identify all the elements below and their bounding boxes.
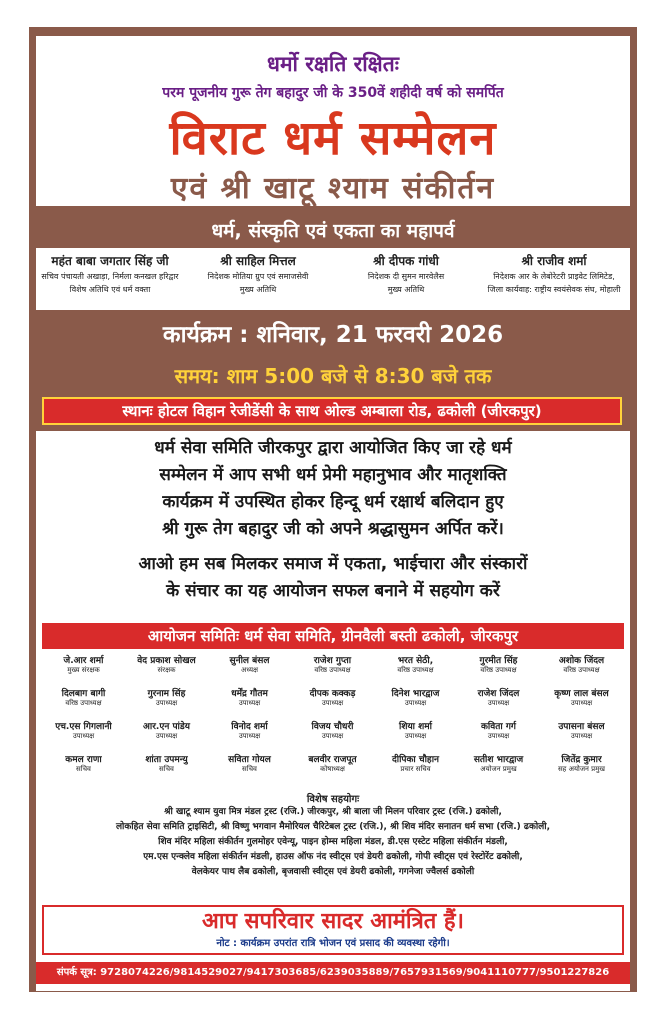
committee-member [208,653,291,675]
member-role: उपाध्यक्ष [570,732,593,740]
member-role: अध्यक्ष [240,666,259,674]
guest-line: मुख्य अतिथि [387,285,425,294]
member-name: सविता गोयल [228,755,271,765]
member-name: एच.एस गिगलानी [55,722,112,732]
guest-4 [480,252,628,295]
member-role: वरिष्ठ उपाध्यक्ष [480,666,517,674]
committee-member [125,653,208,675]
committee-member [457,719,540,741]
paragraph-line: धर्म सेवा समिति जीरकपुर द्वारा आयोजित किए जा रहे धर्म [154,438,512,458]
tagline: धर्म, संस्कृति एवं एकता का महापर्व [36,217,630,241]
member-name: धर्मेंद्र गौतम [231,689,268,699]
committee-member [374,686,457,708]
committee-member [125,719,208,741]
committee-member [208,752,291,774]
committee-member [208,719,291,741]
title-panel [36,36,630,206]
member-role: सचिव [242,765,257,773]
member-role: सह अयोजन प्रमुख [557,765,606,773]
member-role: मुख्य संरक्षक [67,666,100,674]
committee-member [374,752,457,774]
special-support-line: वेलकेयर पाथ लैब ढकोली, बृजवासी स्वीट्स एवं डेयरी ढकोली, गगनेजा ज्वैलर्स ढकोली [191,867,475,877]
member-name: अशोक जिंदल [558,656,605,666]
paragraph-line: कार्यक्रम में उपस्थित होकर हिन्दू धर्म रक्षार्थ बलिदान हुए [162,492,504,512]
member-role: उपाध्यक्ष [321,699,344,707]
special-support-line: लोकहित सेवा समिति ट्राइसिटी, श्री विष्णु भगवान मैमोरियल चैरिटेबल ट्रस्ट (रजि.), श्री शिव मंदिर सनातन धर्म सभा (रजि.) ढकोली, [115,822,551,832]
member-role: उपाध्यक्ष [155,732,178,740]
paragraph-line: श्री गुरू तेग बहादुर जी को अपने श्रद्धासुमन अर्पित करें। [162,519,504,539]
member-name: उपासना बंसल [558,722,605,732]
member-role: उपाध्यक्ष [238,732,261,740]
guest-line: विशेष अतिथि एवं धर्म वक्ता [69,285,151,294]
member-role: उपाध्यक्ष [570,699,593,707]
paragraph-line: सम्मेलन में आप सभी धर्म प्रेमी महानुभाव और मातृशक्ति [159,465,507,485]
committee-member [291,686,374,708]
member-role: उपाध्यक्ष [72,732,95,740]
member-role: वरिष्ठ उपाध्यक्ष [314,666,351,674]
member-role: सचिव [159,765,174,773]
committee-member [42,653,125,675]
committee-member [540,752,623,774]
member-role: अयोजन प्रमुख [480,765,517,773]
guest-1 [36,252,184,295]
committee-member [42,686,125,708]
committee-member [208,686,291,708]
member-name: विजय चौधरी [311,722,354,732]
guest-name: श्री साहिल मित्तल [220,254,296,268]
event-venue: स्थानः होटल विहान रेजीडेंसी के साथ ओल्ड अम्बाला रोड, ढकोली (जीरकपुर) [42,397,622,425]
committee-member [374,719,457,741]
committee-member [291,653,374,675]
member-role: वरिष्ठ उपाध्यक्ष [397,666,434,674]
committee-member [457,752,540,774]
member-role: सचिव [76,765,91,773]
member-name: राजेश गुप्ता [313,656,352,666]
member-name: कृष्ण लाल बंसल [554,689,609,699]
dedication: परम पूजनीय गुरू तेग बहादुर जी के 350वें शहीदी वर्ष को समर्पित [162,85,504,101]
committee-member [291,719,374,741]
member-name: जे.आर शर्मा [63,656,104,666]
member-role: उपाध्यक्ष [321,732,344,740]
member-name: दीपिका चौहान [391,755,440,765]
paragraph-line: के संचार का यह आयोजन सफल बनाने में सहयोग करें [166,581,500,601]
member-name: कमल राणा [65,755,102,765]
guest-2 [184,252,332,295]
invitation-box [42,905,624,955]
guest-line: निदेशक आर के लेबोरेटरी प्राइवेट लिमिटेड, [493,272,615,281]
member-name: दिलबाग बागी [61,689,106,699]
guest-name: महंत बाबा जगतार सिंह जी [51,254,169,268]
member-name: शिया शर्मा [399,722,432,732]
event-time: समय: शाम 5:00 बजे से 8:30 बजे तक [36,362,630,390]
member-name: भरत सेठी, [397,656,434,666]
member-name: दिनेश भारद्वाज [391,689,440,699]
committee-member [125,752,208,774]
event-date: कार्यक्रम : शनिवार, 21 फरवरी 2026 [36,318,630,354]
committee-member [457,686,540,708]
committee-member [374,653,457,675]
subtitle: एवं श्री खाटू श्याम संकीर्तन [170,171,496,206]
special-support-line: श्री खाटू श्याम युवा मित्र मंडल ट्रस्ट (रजि.) जीरकपुर, श्री बाला जी मिलन परिवार ट्रस्ट (रजि.) ढकोली, [164,807,502,817]
member-role: संरक्षक [157,666,176,674]
invitation-text: आप सपरिवार सादर आमंत्रित हैं। [202,909,464,934]
guest-line: निदेशक मोतिया ग्रुप एवं समाजसेवी [207,272,309,281]
guest-line: निदेशक दी सुमन मारवेलैस [367,272,445,281]
committee-title: आयोजन समितिः धर्म सेवा समिति, ग्रीनवैली बस्ती ढकोली, जीरकपुर [42,623,624,649]
invitation-note: नोट : कार्यक्रम उपरांत रात्रि भोजन एवं प्रसाद की व्यवस्था रहेगी। [216,938,450,949]
guest-name: श्री राजीव शर्मा [521,254,587,268]
member-role: प्रचार सचिव [400,765,431,773]
guest-list [36,248,630,310]
member-name: आर.एन पांडेय [143,722,190,732]
member-role: उपाध्यक्ष [155,699,178,707]
member-name: सुनील बंसल [229,656,270,666]
committee-member [125,686,208,708]
member-name: सतीश भारद्वाज [473,755,524,765]
member-role: उपाध्यक्ष [487,732,510,740]
committee-member [540,719,623,741]
motto: धर्मो रक्षति रक्षितः [267,52,399,76]
appeal-paragraph [36,551,630,605]
invitation-paragraph [36,435,630,543]
special-support-line: शिव मंदिर महिला संकीर्तन गुलमोहर एवेन्यू, पाइन होम्स महिला मंडल, डी.एस एस्टेट महिला संकीर्तन मंडली, [158,837,508,847]
member-role: उपाध्यक्ष [404,699,427,707]
committee-member [42,752,125,774]
member-name: गुरमीत सिंह [479,656,518,666]
committee-member [42,719,125,741]
guest-3 [332,252,480,295]
member-name: जितेंद्र कुमार [561,755,602,765]
member-name: शांता उपमन्यु [145,755,188,765]
member-role: वरिष्ठ उपाध्यक्ष [563,666,600,674]
special-support-line: एम.एस एन्क्लेव महिला संकीर्तन मंडली, हाउस ऑफ नंद स्वीट्स एवं डेयरी ढकोली, गोपी स्वीट्स एवं रेस्टोरेंट ढकोली, [143,852,523,862]
member-name: विनोद शर्मा [231,722,268,732]
contact-numbers: संपर्क सूत्र: 9728074226/9814529027/9417303685/6239035889/7657931569/9041110777/9501227826 [36,962,630,984]
member-name: गुरनाम सिंह [147,689,186,699]
special-support-title: विशेष सहयोगः [306,794,360,805]
guest-line: सचिव पंचायती अखाड़ा, निर्मला कनखल हरिद्वार [41,272,179,281]
paragraph-line: आओ हम सब मिलकर समाज में एकता, भाईचारा और संस्कारों [138,554,528,574]
member-role: कोषाध्यक्ष [320,765,345,773]
guest-name: श्री दीपक गांधी [373,254,439,268]
member-role: उपाध्यक्ष [238,699,261,707]
member-name: कविता गर्ग [481,722,516,732]
main-title: विराट धर्म सम्मेलन [169,111,497,166]
member-name: बलवीर राजपूत [308,755,357,765]
guest-line: मुख्य अतिथि [239,285,277,294]
member-role: वरिष्ठ उपाध्यक्ष [65,699,102,707]
member-role: उपाध्यक्ष [487,699,510,707]
special-support [36,791,630,880]
committee-member [291,752,374,774]
committee-member [540,653,623,675]
body-panel [36,431,630,991]
member-name: राजेश जिंदल [477,689,520,699]
member-role: उपाध्यक्ष [404,732,427,740]
member-name: वेद प्रकाश सोखल [137,656,196,666]
guest-line: जिला कार्यवाह: राष्ट्रीय स्वयंसेवक संघ, मोहाली [487,285,621,294]
committee-member [540,686,623,708]
committee-member [457,653,540,675]
member-name: दीपक कक्कड़ [309,689,356,699]
